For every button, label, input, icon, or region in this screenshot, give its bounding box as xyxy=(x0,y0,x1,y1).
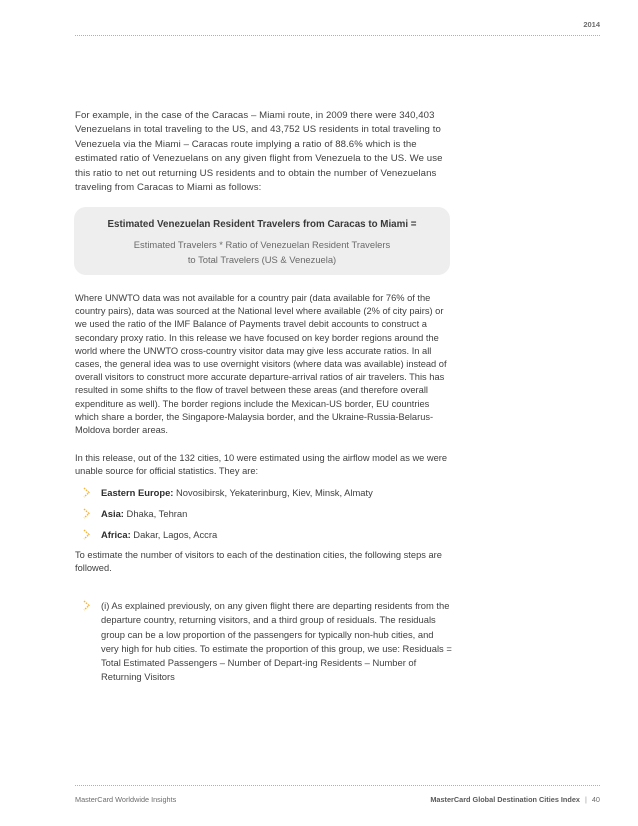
formula-box xyxy=(74,207,450,275)
header-year: 2014 xyxy=(583,20,600,29)
region-label: Africa: xyxy=(101,529,131,540)
region-label: Asia: xyxy=(101,508,124,519)
step-text: (i) As explained previously, on any given flight there are departing residents from the departure country, returning visitors, and a third group of residuals. The residuals group can be a low proportion of the passengers for typically non-hub cities, and very high for hub cities. To estimate the proportion of this group, we use: Residuals = Total Estimated Passengers – Number of Depart-ing Residents – Number of Returning Visitors xyxy=(101,600,452,683)
footer-left: MasterCard Worldwide Insights xyxy=(75,795,177,804)
region-list xyxy=(82,486,452,549)
chevron-right-icon xyxy=(82,487,92,498)
list-item xyxy=(82,599,452,685)
footer-right xyxy=(430,795,600,804)
formula-title: Estimated Venezuelan Resident Travelers from Caracas to Miami = xyxy=(107,219,417,230)
formula-line-2: to Total Travelers (US & Venezuela) xyxy=(187,254,337,265)
region-cities: Dhaka, Tehran xyxy=(123,508,188,519)
header-divider xyxy=(75,35,600,36)
chevron-right-icon xyxy=(82,600,92,611)
chevron-right-icon xyxy=(82,508,92,519)
list-item xyxy=(82,507,452,520)
chevron-right-icon xyxy=(82,529,92,540)
list-item xyxy=(82,486,452,499)
steps-paragraph: To estimate the number of visitors to each of the destination cities, the following steps are followed. xyxy=(75,550,442,574)
step-list xyxy=(82,599,452,685)
region-cities: Novosibirsk, Yekaterinburg, Kiev, Minsk, Almaty xyxy=(173,487,373,498)
list-item xyxy=(82,528,452,541)
intro-paragraph: For example, in the case of the Caracas – Miami route, in 2009 there were 340,403 Venezuelans in total traveling to the US, and 43,752 US residents in total traveling to Venezuela via the Miami – Caracas route implying a ratio of 88.6% which is the estimated ratio of Venezuelans on any given flight from Venezuela to the US. We use this ratio to net out returning US residents and to obtain the number of Venezuelans traveling from Caracas to Miami as follows: xyxy=(75,110,443,194)
footer-separator: | xyxy=(584,795,587,804)
formula-line-1: Estimated Travelers * Ratio of Venezuelan Resident Travelers xyxy=(133,239,391,250)
page-number: 40 xyxy=(591,795,600,804)
footer-title: MasterCard Global Destination Cities Index xyxy=(430,795,580,804)
cities-paragraph: In this release, out of the 132 cities, 10 were estimated using the airflow model as we were unable source for official statistics. They are: xyxy=(75,453,448,477)
footer-divider xyxy=(75,785,600,786)
region-label: Eastern Europe: xyxy=(101,487,174,498)
region-cities: Dakar, Lagos, Accra xyxy=(130,529,218,540)
unwto-paragraph: Where UNWTO data was not available for a country pair (data available for 76% of the country pairs), data was sourced at the National level where available (2% of city pairs) or we used the ratio of the IMF Balance of Payments travel debit accounts to construct a secondary proxy ratio. In this release we have focused on key border regions around the world where the UNWTO cross-country visitor data may give less accurate ratios. In all cases, the general idea was to use overnight visitors (where data was available) instead of overall visitors to construct more accurate departure-arrival ratios of air travelers. This has resulted in some shifts to the flow of travel between these areas (and therefore overall expenditure as well). The border regions include the Mexican-US border, EU countries which share a border, the Singapore-Malaysia border, and the Ukraine-Russia-Belarus-Moldova border areas. xyxy=(75,293,447,436)
